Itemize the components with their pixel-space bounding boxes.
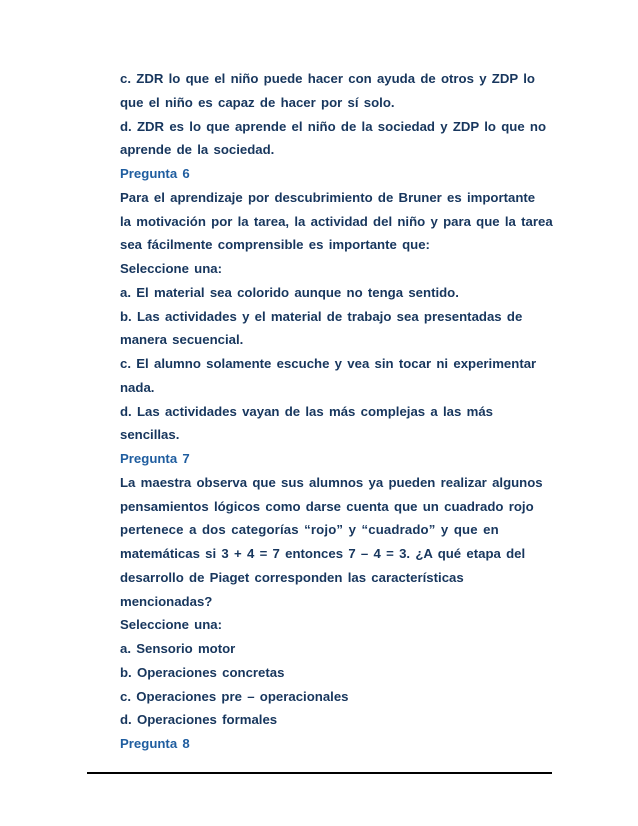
select-one-label: Seleccione una: (120, 617, 223, 633)
option-c-line-2: nada. (120, 379, 155, 395)
footer-divider (87, 772, 552, 774)
page-content (120, 67, 565, 756)
option-b-line-2: manera secuencial. (120, 332, 244, 348)
question-7-text-line-6: mencionadas? (120, 593, 213, 609)
option-b-line-1: b. Las actividades y el material de trabajo sea presentadas de (120, 308, 523, 324)
question-7-text-line-1: La maestra observa que sus alumnos ya pueden realizar algunos (120, 474, 543, 490)
option-a: a. Sensorio motor (120, 641, 236, 656)
option-d-line-1: d. Las actividades vayan de las más complejas a las más (120, 403, 493, 419)
answer-d-line-1: d. ZDR es lo que aprende el niño de la sociedad y ZDP lo que no (120, 118, 547, 134)
option-c-line-1: c. El alumno solamente escuche y vea sin tocar ni experimentar (120, 356, 537, 371)
question-6-heading: Pregunta 6 (120, 166, 190, 181)
question-6-text-line-2: la motivación por la tarea, la actividad del niño y para que la tarea (120, 213, 553, 229)
option-d: d. Operaciones formales (120, 712, 278, 728)
question-6-text-line-3: sea fácilmente comprensible es importante que: (120, 237, 430, 253)
select-one-label: Seleccione una: (120, 261, 223, 276)
question-7-text-line-4: matemáticas si 3 + 4 = 7 entonces 7 – 4 = 3. ¿A qué etapa del (120, 546, 526, 561)
option-a: a. El material sea colorido aunque no tenga sentido. (120, 284, 459, 300)
question-7-text-line-2: pensamientos lógicos como darse cuenta que un cuadrado rojo (120, 498, 534, 514)
question-7-heading: Pregunta 7 (120, 451, 190, 466)
answer-c-line-2: que el niño es capaz de hacer por sí solo. (120, 94, 395, 110)
option-c: c. Operaciones pre – operacionales (120, 688, 349, 704)
answer-d-line-2: aprende de la sociedad. (120, 142, 275, 158)
option-b: b. Operaciones concretas (120, 664, 285, 680)
option-d-line-2: sencillas. (120, 427, 180, 443)
question-7-text-line-3: pertenece a dos categorías “rojo” y “cuadrado” y que en (120, 522, 499, 538)
question-6-text-line-1: Para el aprendizaje por descubrimiento de Bruner es importante (120, 189, 536, 205)
answer-c-line-1: c. ZDR lo que el niño puede hacer con ayuda de otros y ZDP lo (120, 71, 535, 86)
question-8-heading: Pregunta 8 (120, 736, 190, 751)
question-7-text-line-5: desarrollo de Piaget corresponden las características (120, 569, 464, 585)
